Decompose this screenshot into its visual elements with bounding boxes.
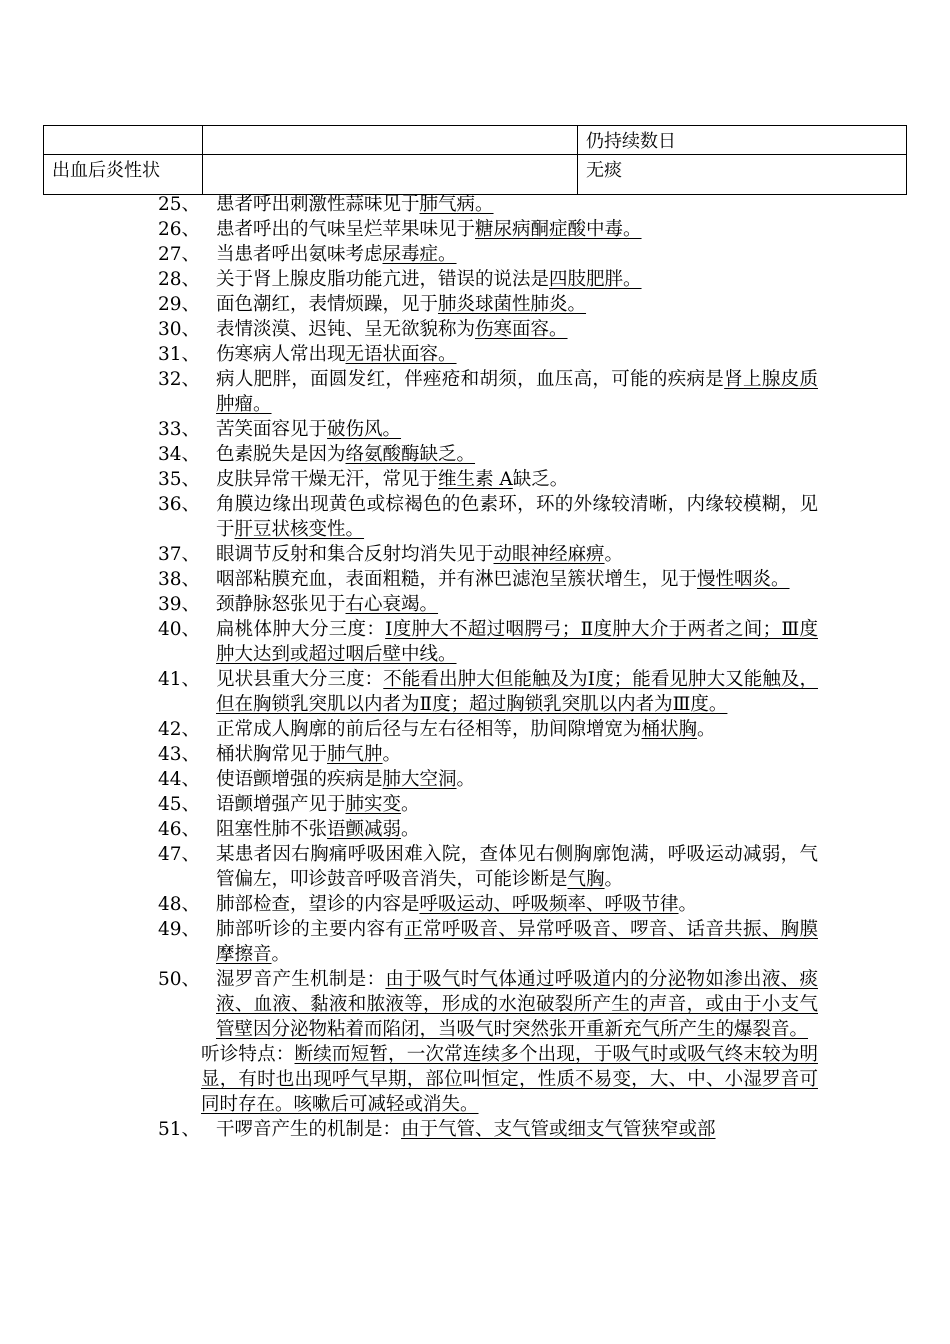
answer-text: 呼吸运动、呼吸频率、呼吸节律 (419, 894, 679, 915)
item-number: 50、 (158, 969, 201, 990)
answer-tail: 。 (697, 719, 716, 740)
item-number: 28、 (158, 269, 201, 290)
item-text (216, 292, 818, 317)
item-text (216, 742, 818, 767)
item-text (216, 667, 818, 717)
item-number: 30、 (158, 319, 201, 340)
item-text (216, 617, 818, 667)
item-number: 48、 (158, 894, 201, 915)
question-text: 皮肤异常干燥无汗，常见于 (216, 469, 439, 490)
item-number: 34、 (158, 444, 201, 465)
list-item (158, 342, 818, 367)
list-item (158, 792, 818, 817)
item-text (216, 442, 818, 467)
question-text: 使语颤增强的疾病是 (216, 769, 383, 790)
item-text (216, 317, 818, 342)
item-number: 40、 (158, 619, 201, 640)
question-text: 眼调节反射和集合反射均消失见于 (216, 544, 494, 565)
note-text: 断续而短暂，一次常连续多个出现，于吸气时或吸气终末较为明显，有时也出现呼气早期，部位叫恒定，性质不易变，大、中、小湿罗音可同时存在。咳嗽后可减轻或消失。 (201, 1044, 818, 1115)
list-item (158, 267, 818, 292)
answer-tail: 。 (382, 744, 402, 765)
item-number: 38、 (158, 569, 201, 590)
item-text (216, 417, 818, 442)
item-text (216, 1117, 818, 1142)
item-number: 45、 (158, 794, 201, 815)
answer-text: 气胸 (567, 869, 605, 890)
list-item (158, 817, 818, 842)
question-text: 角膜边缘出现黄色或棕褐色的色素环，环的外缘较清晰，内缘较模糊，见于 (216, 494, 818, 540)
question-text: 肺部检查，望诊的内容是 (216, 894, 420, 915)
table-row (44, 155, 907, 195)
item-text (216, 792, 818, 817)
answer-text: 无语状面容。 (345, 344, 457, 365)
item-text (216, 592, 818, 617)
question-list (158, 192, 818, 1142)
list-item (158, 1117, 818, 1142)
list-item (158, 617, 818, 667)
question-text: 颈静脉怒张见于 (216, 594, 346, 615)
list-item (158, 742, 818, 767)
question-text: 色素脱失是因为 (216, 444, 346, 465)
question-text: 阻塞性肺不张 (216, 819, 328, 840)
symptom-table (43, 125, 907, 195)
item-number: 39、 (158, 594, 201, 615)
list-item (158, 767, 818, 792)
item-text (216, 567, 818, 592)
table-cell (203, 126, 578, 155)
answer-text: 不能看出肿大但能触及为Ⅰ度；能看见肿大又能触及，但在胸锁乳突肌以内者为Ⅱ度；超过胸锁乳突肌以内者为Ⅲ度。 (216, 669, 818, 715)
item-text (216, 967, 818, 1042)
question-text: 伤寒病人常出现 (216, 344, 346, 365)
question-text: 扁桃体肿大分三度： (216, 619, 386, 640)
answer-text: 慢性咽炎。 (697, 569, 790, 590)
item-text (216, 817, 818, 842)
question-text: 患者呼出的气味呈烂苹果味见于 (216, 219, 476, 240)
item-number: 46、 (158, 819, 201, 840)
answer-text: 肺大空洞 (382, 769, 457, 790)
answer-text: 伤寒面容。 (475, 319, 568, 340)
list-item (158, 242, 818, 267)
answer-tail: 。 (456, 769, 476, 790)
item-number: 37、 (158, 544, 201, 565)
question-text: 病人肥胖，面圆发红，伴痤疮和胡须，血压高，可能的疾病是 (216, 369, 725, 390)
list-item (158, 667, 818, 717)
list-item (158, 717, 818, 742)
list-item (158, 317, 818, 342)
answer-text: 右心衰竭。 (345, 594, 439, 615)
item-text (216, 842, 818, 892)
question-text: 面色潮红，表情烦躁，见于 (216, 294, 439, 315)
answer-text: 络氨酸酶缺乏。 (345, 444, 476, 465)
answer-tail: 。 (401, 819, 420, 840)
question-text: 关于肾上腺皮脂功能亢进，错误的说法是 (216, 269, 550, 290)
table-cell: 无痰 (578, 155, 907, 195)
answer-tail: 。 (604, 869, 624, 890)
answer-text: 桶状胸 (641, 719, 698, 740)
answer-text: 肺气肿 (327, 744, 383, 765)
answer-text: 维生素 A (438, 469, 513, 490)
note-label: 听诊特点： (201, 1044, 295, 1065)
item-text (216, 467, 818, 492)
answer-tail: 缺乏。 (512, 469, 569, 490)
list-item (158, 842, 818, 892)
question-text: 肺部听诊的主要内容有 (216, 919, 405, 940)
question-text: 患者呼出刺激性蒜味见于 (216, 194, 420, 215)
question-text: 正常成人胸廓的前后径与左右径相等，肋间隙增宽为 (216, 719, 642, 740)
list-item (158, 467, 818, 492)
item-number: 47、 (158, 844, 201, 865)
question-text: 湿罗音产生机制是： (216, 969, 386, 990)
answer-text: 肺气病。 (419, 194, 494, 215)
item-number: 26、 (158, 219, 201, 240)
auscultation-note (201, 1042, 818, 1117)
answer-text: 糖尿病酮症酸中毒。 (475, 219, 642, 240)
list-item (158, 917, 818, 967)
question-text: 干啰音产生的机制是： (216, 1119, 402, 1140)
answer-text: 四肢肥胖。 (549, 269, 642, 290)
list-item (158, 492, 818, 542)
question-text: 当患者呼出氨味考虑 (216, 244, 383, 265)
item-text (216, 367, 818, 417)
table-cell: 仍持续数日 (578, 126, 907, 155)
answer-text: 语颤减弱 (327, 819, 402, 840)
item-number: 32、 (158, 369, 201, 390)
list-item (158, 292, 818, 317)
item-number: 41、 (158, 669, 201, 690)
answer-text: 破伤风。 (327, 419, 402, 440)
item-text (216, 342, 818, 367)
list-item (158, 442, 818, 467)
list-item (158, 892, 818, 917)
item-number: 51、 (158, 1119, 201, 1140)
answer-text: 肺实变 (345, 794, 402, 815)
item-number: 49、 (158, 919, 201, 940)
item-number: 36、 (158, 494, 201, 515)
answer-text: 动眼神经麻痹 (493, 544, 605, 565)
item-number: 25、 (158, 194, 201, 215)
item-text (216, 192, 818, 217)
item-number: 33、 (158, 419, 201, 440)
table-row (44, 126, 907, 155)
question-text: 咽部粘膜充血，表面粗糙，并有淋巴滤泡呈簇状增生，见于 (216, 569, 698, 590)
answer-text: 肝豆状核变性。 (234, 519, 365, 540)
answer-text: 正常呼吸音、异常呼吸音、啰音、话音共振、胸膜摩擦音 (216, 919, 818, 965)
item-text (216, 717, 818, 742)
answer-tail: 。 (604, 544, 624, 565)
answer-text: 由于吸气时气体通过呼吸道内的分泌物如渗出液、痰液、血液、黏液和脓液等，形成的水泡破裂所产生的声音，或由于小支气管壁因分泌物粘着而陷闭，当吸气时突然张开重新充气所产生的爆裂音。 (216, 969, 818, 1040)
question-text: 语颤增强产见于 (216, 794, 346, 815)
item-number: 27、 (158, 244, 201, 265)
question-text: 某患者因右胸痛呼吸困难入院，查体见右侧胸廓饱满，呼吸运动减弱，气管偏左，叩诊鼓音呼吸音消失，可能诊断是 (216, 844, 818, 890)
table-cell (44, 126, 203, 155)
answer-tail: 。 (271, 944, 291, 965)
answer-text: Ⅰ度肿大不超过咽腭弓；Ⅱ度肿大介于两者之间；Ⅲ度肿大达到或超过咽后壁中线。 (216, 619, 818, 665)
list-item (158, 192, 818, 217)
item-number: 31、 (158, 344, 201, 365)
item-number: 43、 (158, 744, 201, 765)
question-text: 苦笑面容见于 (216, 419, 328, 440)
answer-tail: 。 (401, 794, 420, 815)
question-text: 见状县重大分三度： (216, 669, 384, 690)
list-item (158, 967, 818, 1042)
answer-text: 肾上腺皮质肿瘤。 (216, 369, 818, 415)
list-item (158, 217, 818, 242)
question-text: 表情淡漠、迟钝、呈无欲貌称为 (216, 319, 476, 340)
item-number: 44、 (158, 769, 201, 790)
list-item (158, 592, 818, 617)
answer-tail: 。 (678, 894, 698, 915)
item-text (216, 767, 818, 792)
item-number: 42、 (158, 719, 201, 740)
item-text (216, 242, 818, 267)
item-text (216, 542, 818, 567)
item-text (216, 892, 818, 917)
item-text (216, 492, 818, 542)
question-text: 桶状胸常见于 (216, 744, 328, 765)
item-text (216, 267, 818, 292)
item-text (216, 917, 818, 967)
list-item (158, 417, 818, 442)
table-cell (203, 155, 578, 195)
list-item (158, 567, 818, 592)
answer-text: 尿毒症。 (382, 244, 457, 265)
table-cell: 出血后炎性状 (44, 155, 203, 195)
list-item (158, 542, 818, 567)
answer-text: 由于气管、支气管或细支气管狭窄或部 (401, 1119, 716, 1140)
list-item (158, 367, 818, 417)
item-number: 29、 (158, 294, 201, 315)
answer-text: 肺炎球菌性肺炎。 (438, 294, 587, 315)
item-number: 35、 (158, 469, 201, 490)
item-text (216, 217, 818, 242)
